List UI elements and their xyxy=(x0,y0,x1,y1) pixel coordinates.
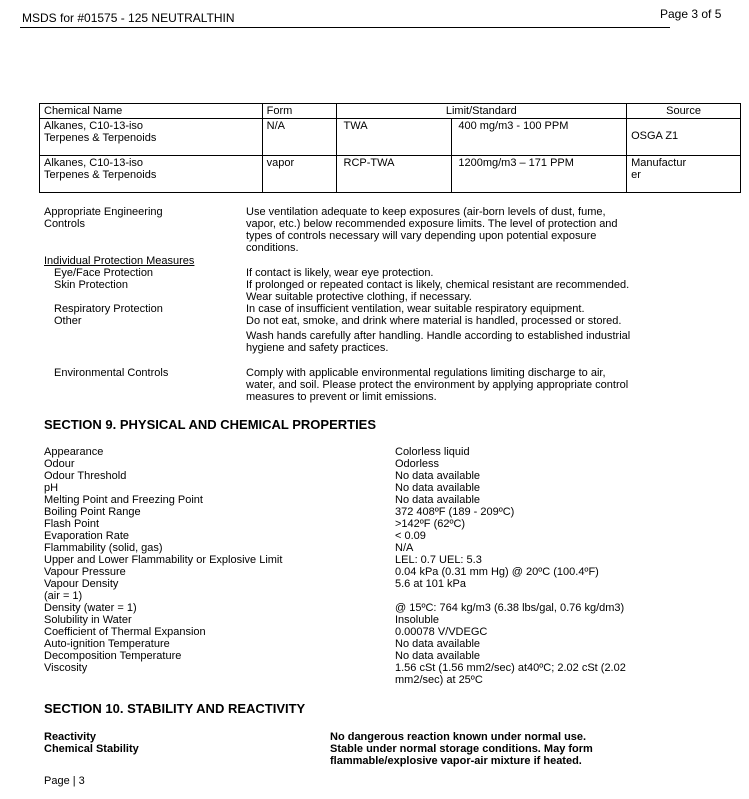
section-10-title: SECTION 10. STABILITY AND REACTIVITY xyxy=(44,701,306,716)
text-line: hygiene and safety practices. xyxy=(246,342,389,354)
form-cell: N/A xyxy=(262,119,336,156)
chemical-name-line: Alkanes, C10-13-iso xyxy=(44,157,144,169)
environmental-controls-label: Environmental Controls xyxy=(54,367,169,379)
environmental-controls-text xyxy=(246,367,628,403)
property-label: Flash Point xyxy=(44,518,100,530)
limit-type-cell: TWA xyxy=(336,119,452,156)
property-row xyxy=(44,482,744,494)
property-row xyxy=(44,650,744,662)
header-form: Form xyxy=(262,104,336,119)
chemical-cell xyxy=(40,119,263,156)
property-value: No data available xyxy=(395,638,481,650)
property-label: Flammability (solid, gas) xyxy=(44,542,163,554)
text-line: measures to prevent or limit emissions. xyxy=(246,391,437,403)
limit-value-cell: 400 mg/m3 - 100 PPM xyxy=(452,119,627,156)
text-line: flammable/explosive vapor-air mixture if heated. xyxy=(330,755,582,767)
property-row xyxy=(44,470,744,482)
respiratory-protection-text: In case of insufficient ventilation, wear suitable respiratory equipment. xyxy=(246,303,585,315)
property-label: Appearance xyxy=(44,446,104,458)
chemical-name-line: Terpenes & Terpenoids xyxy=(44,169,157,181)
property-value: 1.56 cSt (1.56 mm2/sec) at40ºC; 2.02 cSt (2.02 xyxy=(395,662,626,674)
property-value: Insoluble xyxy=(395,614,440,626)
source-text: OSGA Z1 xyxy=(631,130,679,142)
section-9-title: SECTION 9. PHYSICAL AND CHEMICAL PROPERTIES xyxy=(44,417,377,432)
chemical-cell xyxy=(40,156,263,193)
property-label: Coefficient of Thermal Expansion xyxy=(44,626,206,638)
property-label: Vapour Density xyxy=(44,578,119,590)
text-line: vapor, etc.) below recommended exposure limits. The level of protection and xyxy=(246,218,618,230)
property-row xyxy=(44,614,744,626)
property-row xyxy=(44,674,744,686)
chemical-name-line: Terpenes & Terpenoids xyxy=(44,132,157,144)
limit-value-cell: 1200mg/m3 – 171 PPM xyxy=(452,156,627,193)
text-line: Comply with applicable environmental regulations limiting discharge to air, xyxy=(246,367,606,379)
property-label: Decomposition Temperature xyxy=(44,650,182,662)
hygiene-text xyxy=(246,330,630,354)
chemical-name-line: Alkanes, C10-13-iso xyxy=(44,120,144,132)
property-value: No data available xyxy=(395,470,481,482)
source-text: Manufactur xyxy=(631,157,687,169)
table-row xyxy=(40,156,741,193)
property-value: No data available xyxy=(395,494,481,506)
property-label: Solubility in Water xyxy=(44,614,132,626)
property-value: 0.00078 V/VDEGC xyxy=(395,626,488,638)
property-value: No data available xyxy=(395,482,481,494)
source-text: er xyxy=(631,169,641,181)
page-footer: Page | 3 xyxy=(44,775,85,787)
property-value: mm2/sec) at 25ºC xyxy=(395,674,483,686)
property-value: Odorless xyxy=(395,458,440,470)
property-value: @ 15ºC: 764 kg/m3 (6.38 lbs/gal, 0.76 kg/dm3) xyxy=(395,602,625,614)
property-row xyxy=(44,530,744,542)
property-label: Evaporation Rate xyxy=(44,530,129,542)
table-header-row xyxy=(40,104,741,119)
property-value: >142ºF (62ºC) xyxy=(395,518,466,530)
text-line: Stable under normal storage conditions. May form xyxy=(330,743,593,755)
text-line: Wash hands carefully after handling. Handle according to established industrial xyxy=(246,330,631,342)
property-label: Melting Point and Freezing Point xyxy=(44,494,203,506)
chemical-stability-label: Chemical Stability xyxy=(44,743,139,755)
property-row xyxy=(44,494,744,506)
skin-protection-label: Skin Protection xyxy=(54,279,128,291)
skin-protection-text xyxy=(246,279,629,303)
header-chemical-name: Chemical Name xyxy=(40,104,263,119)
property-label: Odour Threshold xyxy=(44,470,127,482)
property-value: 372 408ºF (189 - 209ºC) xyxy=(395,506,515,518)
limit-type-cell: RCP-TWA xyxy=(336,156,452,193)
text-line: If prolonged or repeated contact is likely, chemical resistant are recommended. xyxy=(246,279,630,291)
individual-protection-heading: Individual Protection Measures xyxy=(44,255,195,267)
property-label: Vapour Pressure xyxy=(44,566,126,578)
header-limit-standard: Limit/Standard xyxy=(336,104,627,119)
property-value: 5.6 at 101 kPa xyxy=(395,578,466,590)
property-row xyxy=(44,662,744,674)
property-value: N/A xyxy=(395,542,414,554)
source-cell xyxy=(627,156,741,193)
text-line: conditions. xyxy=(246,242,299,254)
reactivity-text: No dangerous reaction known under normal use. xyxy=(330,731,587,743)
exposure-limits-table xyxy=(39,103,741,193)
property-row xyxy=(44,590,744,602)
header-rule xyxy=(20,27,670,28)
property-label: Density (water = 1) xyxy=(44,602,137,614)
chemical-stability-text xyxy=(330,743,593,767)
text-line: Use ventilation adequate to keep exposures (air-born levels of dust, fume, xyxy=(246,206,606,218)
eye-protection-text: If contact is likely, wear eye protection. xyxy=(246,267,434,279)
property-value: 0.04 kPa (0.31 mm Hg) @ 20ºC (100.4ºF) xyxy=(395,566,599,578)
table-row xyxy=(40,119,741,156)
property-label: Upper and Lower Flammability or Explosive Limit xyxy=(44,554,283,566)
engineering-controls-text xyxy=(246,206,618,254)
property-label: Auto-ignition Temperature xyxy=(44,638,170,650)
property-row xyxy=(44,638,744,650)
property-value: Colorless liquid xyxy=(395,446,470,458)
properties-list xyxy=(44,446,744,686)
property-label: pH xyxy=(44,482,59,494)
property-row xyxy=(44,566,744,578)
property-row xyxy=(44,626,744,638)
property-row xyxy=(44,554,744,566)
property-value: LEL: 0.7 UEL: 5.3 xyxy=(395,554,482,566)
property-row xyxy=(44,506,744,518)
text-line: types of controls necessary will vary depending upon potential exposure xyxy=(246,230,597,242)
header-source: Source xyxy=(627,104,741,119)
property-label: (air = 1) xyxy=(44,590,83,602)
form-cell: vapor xyxy=(262,156,336,193)
property-value: < 0.09 xyxy=(395,530,426,542)
property-row xyxy=(44,578,744,590)
property-row xyxy=(44,542,744,554)
document-title: MSDS for #01575 - 125 NEUTRALTHIN xyxy=(22,11,235,25)
property-label: Odour xyxy=(44,458,75,470)
property-label: Boiling Point Range xyxy=(44,506,141,518)
property-value: No data available xyxy=(395,650,481,662)
engineering-controls-label xyxy=(44,206,163,230)
respiratory-protection-label: Respiratory Protection xyxy=(54,303,163,315)
text-line: water, and soil. Please protect the environment by applying appropriate control xyxy=(246,379,629,391)
source-cell xyxy=(627,119,741,156)
reactivity-label: Reactivity xyxy=(44,731,96,743)
property-row xyxy=(44,602,744,614)
label-line: Appropriate Engineering xyxy=(44,206,163,218)
property-row xyxy=(44,458,744,470)
other-text: Do not eat, smoke, and drink where material is handled, processed or stored. xyxy=(246,315,622,327)
eye-protection-label: Eye/Face Protection xyxy=(54,267,154,279)
property-label: Viscosity xyxy=(44,662,88,674)
property-row xyxy=(44,518,744,530)
page-indicator: Page 3 of 5 xyxy=(660,7,722,21)
property-row xyxy=(44,446,744,458)
text-line: Wear suitable protective clothing, if necessary. xyxy=(246,291,472,303)
label-line: Controls xyxy=(44,218,85,230)
other-label: Other xyxy=(54,315,82,327)
